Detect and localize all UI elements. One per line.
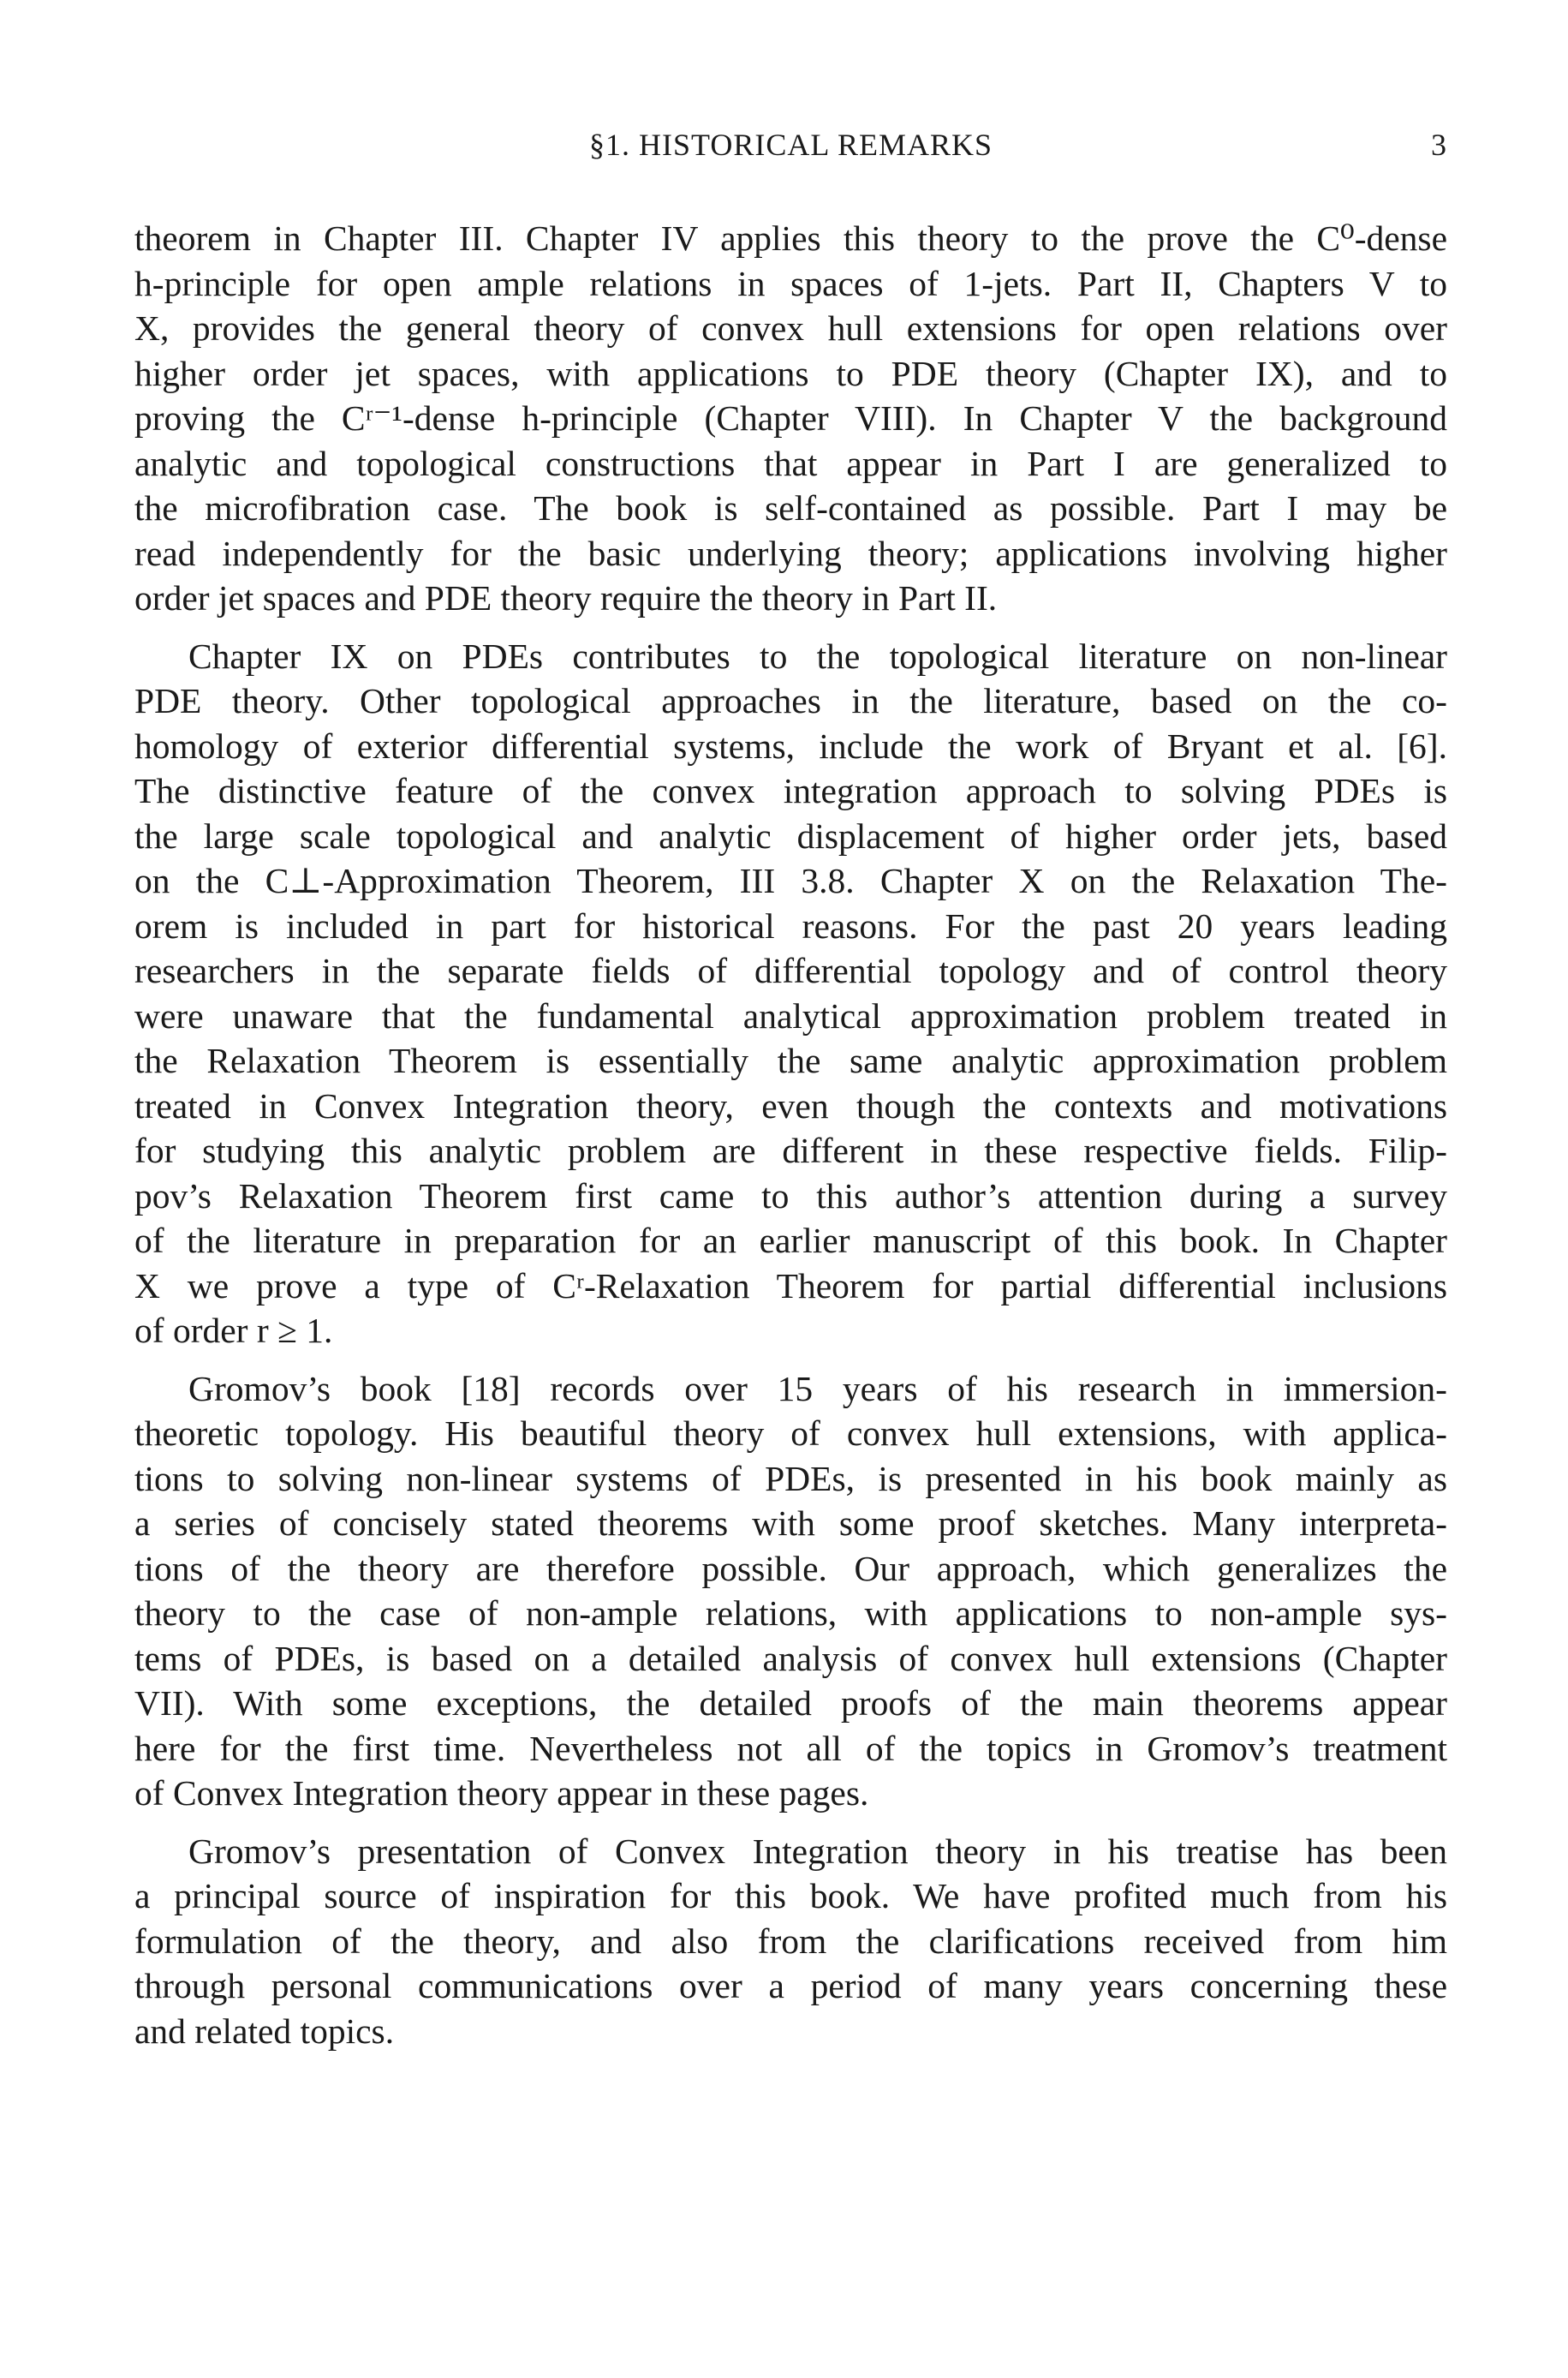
text-line: were unaware that the fundamental analytical approximation problem treated in (134, 995, 1447, 1036)
text-line: orem is included in part for historical reasons. For the past 20 years leading (134, 905, 1447, 946)
text-line: tions to solving non-linear systems of PDEs, is presented in his book mainly as (134, 1458, 1447, 1498)
text-line: read independently for the basic underlying theory; applications involving higher (134, 533, 1447, 573)
text-line: researchers in the separate fields of differential topology and of control theory (134, 951, 1447, 990)
text-line: Chapter IX on PDEs contributes to the topological literature on non-linear (188, 636, 1447, 676)
text-line: for studying this analytic problem are different in these respective fields. Filip- (134, 1131, 1447, 1170)
paragraph (134, 634, 1447, 1353)
text-line: the Relaxation Theorem is essentially the same analytic approximation problem (134, 1041, 1447, 1080)
text-line: on the C⊥-Approximation Theorem, III 3.8. Chapter X on the Relaxation The- (134, 861, 1447, 900)
text-line: through personal communications over a period of many years concerning these (134, 1966, 1447, 2005)
text-line: analytic and topological constructions that appear in Part I are generalized to (134, 443, 1447, 483)
text-line: order jet spaces and PDE theory require the theory in Part II. (134, 578, 998, 618)
text-line: proving the Cʳ⁻¹-dense h-principle (Chapter VIII). In Chapter V the background (134, 398, 1447, 438)
body-text (134, 216, 1447, 2066)
text-line: PDE theory. Other topological approaches in the literature, based on the co- (134, 681, 1447, 720)
paragraph (134, 1829, 1447, 2054)
paragraph (134, 216, 1447, 621)
text-line: tions of the theory are therefore possible. Our approach, which generalizes the (134, 1548, 1447, 1588)
text-line: of Convex Integration theory appear in these pages. (134, 1773, 869, 1813)
page-number: 3 (1431, 128, 1447, 162)
text-line: homology of exterior differential systems, include the work of Bryant et al. [6]. (134, 726, 1447, 766)
text-line: X, provides the general theory of convex hull extensions for open relations over (134, 308, 1447, 348)
text-line: the microfibration case. The book is self-contained as possible. Part I may be (134, 488, 1447, 528)
text-line: pov’s Relaxation Theorem first came to this author’s attention during a survey (134, 1175, 1447, 1216)
text-line: X we prove a type of Cʳ-Relaxation Theorem for partial differential inclusions (134, 1265, 1447, 1306)
text-line: Gromov’s presentation of Convex Integration theory in his treatise has been (188, 1831, 1447, 1871)
text-line: a principal source of inspiration for this book. We have profited much from his (134, 1876, 1447, 1915)
text-line: here for the first time. Nevertheless not all of the topics in Gromov’s treatment (134, 1728, 1447, 1768)
text-line: of the literature in preparation for an earlier manuscript of this book. In Chapter (134, 1221, 1447, 1260)
text-line: higher order jet spaces, with applications to PDE theory (Chapter IX), and to (134, 353, 1447, 393)
text-line: tems of PDEs, is based on a detailed analysis of convex hull extensions (Chapter (134, 1638, 1447, 1678)
text-line: the large scale topological and analytic displacement of higher order jets, based (134, 816, 1447, 856)
text-line: theoretic topology. His beautiful theory of convex hull extensions, with applica- (134, 1413, 1447, 1453)
text-line: VII). With some exceptions, the detailed proofs of the main theorems appear (134, 1683, 1447, 1723)
text-line: a series of concisely stated theorems with some proof sketches. Many interpreta- (134, 1503, 1447, 1543)
paragraph (134, 1366, 1447, 1816)
text-line: theory to the case of non-ample relations, with applications to non-ample sys- (134, 1593, 1447, 1633)
text-line: h-principle for open ample relations in spaces of 1-jets. Part II, Chapters V to (134, 263, 1447, 303)
text-line: Gromov’s book [18] records over 15 years of his research in immersion- (188, 1368, 1447, 1408)
text-line: and related topics. (134, 2011, 395, 2051)
text-line: of order r ≥ 1. (134, 1311, 333, 1350)
section-title: §1. HISTORICAL REMARKS (588, 128, 993, 162)
running-header (134, 127, 1447, 171)
text-line: theorem in Chapter III. Chapter IV applies this theory to the prove the C⁰-dense (134, 218, 1447, 258)
text-line: formulation of the theory, and also from the clarifications received from him (134, 1921, 1447, 1961)
text-line: The distinctive feature of the convex integration approach to solving PDEs is (134, 771, 1447, 810)
text-line: treated in Convex Integration theory, even though the contexts and motivations (134, 1085, 1447, 1126)
